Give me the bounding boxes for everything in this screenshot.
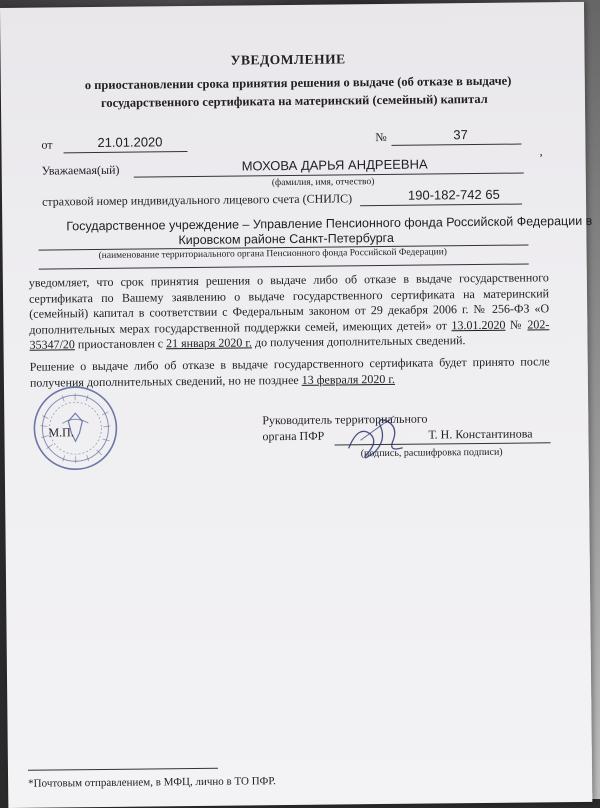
addressee-label: Уважаемая(ый) xyxy=(42,163,120,179)
number-label: № xyxy=(375,130,387,145)
addressee-hint: (фамилия, имя, отчество) xyxy=(272,177,375,188)
institution-hint: (наименование территориального органа Пенсионного фонда Российской Федерации) xyxy=(99,247,447,261)
institution-line2: Кировском районе Санкт-Петербурга xyxy=(178,231,394,247)
date-underline xyxy=(64,151,188,153)
footnote: *Почтовым отправлением, в МФЦ, лично в ТО ПФР. xyxy=(28,775,276,790)
snils-value: 190-182-742 65 xyxy=(408,187,500,203)
snils-underline xyxy=(360,204,522,207)
paragraph-decision-part1: Решение о выдаче либо об отказе в выдаче государственного сертификата будет принято после получения дополнительных сведений, но не позднее xyxy=(30,354,550,389)
paragraph-notice-part4: до получения дополнительных сведений. xyxy=(252,333,466,349)
institution-underline-2 xyxy=(39,263,529,269)
paragraph-notice xyxy=(29,270,550,353)
addressee-value: МОХОВА ДАРЬЯ АНДРЕЕВНА xyxy=(242,157,428,174)
suspension-date: 21 января 2020 г. xyxy=(166,335,252,350)
head-hint: (подпись, расшифровка подписи) xyxy=(361,447,503,459)
date-label: от xyxy=(41,137,52,152)
institution-line1: Государственное учреждение – Управление Пенсионного фонда Российской Федерации в xyxy=(66,214,592,234)
paragraph-notice-part3: приостановлен с xyxy=(75,336,166,351)
snils-label: страховой номер индивидуального лицевого счета (СНИЛС) xyxy=(42,191,352,209)
paragraph-notice-part1: уведомляет, что срок принятия решения о выдаче либо об отказе в выдаче государственного сертификата по Вашему заявлению о выдаче государственного сертификата на материнский (семейный) капитал в соответствии с Федеральным законом от 29 декабря 2006 г. № 256-ФЗ «О дополнительных мерах государственной поддержки семей, имеющих детей» от xyxy=(29,270,549,336)
document-title: УВЕДОМЛЕНИЕ xyxy=(230,51,345,68)
head-name: Т. Н. Константинова xyxy=(428,426,532,442)
document-subtitle-line2: государственного сертификата на материнский (семейный) капитал xyxy=(101,92,488,111)
number-underline xyxy=(391,144,521,146)
application-number: 202-35347/20 xyxy=(29,317,549,352)
official-stamp xyxy=(32,385,119,472)
application-date: 13.01.2020 xyxy=(451,317,505,332)
date-value: 21.01.2020 xyxy=(97,134,162,150)
number-value: 37 xyxy=(453,127,468,142)
comma-mark: , xyxy=(539,144,542,159)
document-page xyxy=(0,2,592,808)
stamp-label: М.П. xyxy=(48,425,73,440)
handwritten-signature xyxy=(340,404,411,475)
head-title-line1: Руководитель территориального xyxy=(262,412,427,429)
paragraph-notice-part2: № xyxy=(505,317,527,331)
document-subtitle-line1: о приостановлении срока принятия решения о выдаче (об отказе в выдаче) xyxy=(85,74,512,93)
decision-deadline: 13 февраля 2020 г. xyxy=(302,371,395,386)
footnote-separator xyxy=(28,768,218,771)
head-title-line2: органа ПФР xyxy=(262,429,324,445)
